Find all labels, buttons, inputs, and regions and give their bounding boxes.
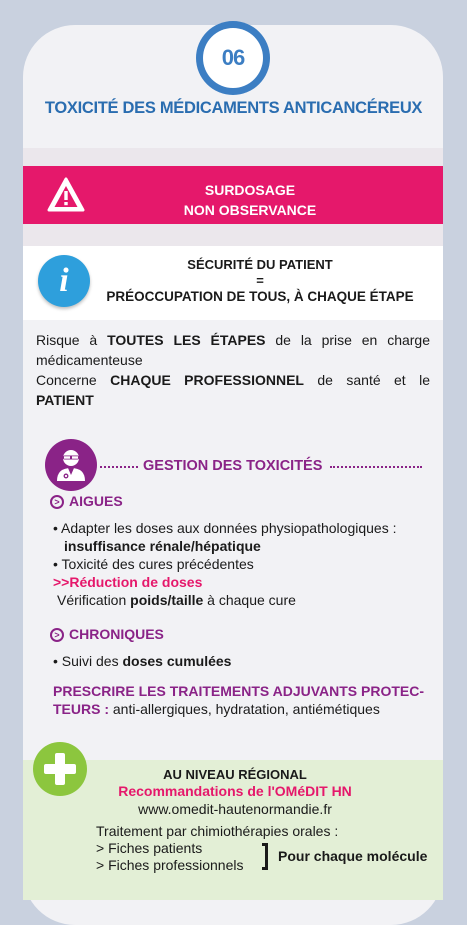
alert-text: [150, 180, 350, 220]
chevron-circle-icon: >: [50, 628, 64, 642]
plus-icon: [33, 742, 87, 796]
chevron-circle-icon: >: [50, 495, 64, 509]
info-line-1: SÉCURITÉ DU PATIENT: [187, 257, 333, 272]
alert-line-2: NON OBSERVANCE: [183, 202, 317, 218]
verification-text: [57, 591, 296, 609]
page-title: TOXICITÉ DES MÉDICAMENTS ANTICANCÉREUX: [44, 99, 423, 117]
info-line-2: =: [256, 273, 264, 288]
gestion-title: GESTION DES TOXICITÉS: [143, 458, 323, 474]
number-badge: [203, 28, 263, 88]
risk-line-1: [36, 330, 430, 370]
divider-band: [23, 224, 443, 246]
prescrire-line-1: PRESCRIRE LES TRAITEMENTS ADJUVANTS PROTEC-: [53, 683, 425, 699]
aigues-bullet-2: • Toxicité des cures précédentes: [53, 556, 254, 572]
info-icon: [38, 255, 90, 307]
risk-text: de santé et le: [303, 372, 430, 388]
chroniques-label: CHRONIQUES: [69, 626, 164, 642]
risk-emphasis: PATIENT: [36, 392, 94, 408]
warning-triangle-icon: [47, 176, 85, 214]
verif-bold: poids/taille: [130, 592, 204, 608]
chroniques-bullet-1: [53, 652, 231, 670]
pour-chaque-molecule: Pour chaque molécule: [278, 848, 428, 864]
regional-subtitle: Recommandations de l'OMéDIT HN: [118, 783, 352, 799]
fiche-professionnels: > Fiches professionnels: [96, 857, 244, 873]
alert-line-1: SURDOSAGE: [204, 182, 296, 198]
bracket: [262, 843, 268, 870]
info-icon-glyph: i: [59, 262, 69, 299]
doctor-icon: [45, 439, 97, 491]
fiche-patients: > Fiches patients: [96, 840, 203, 856]
badge-number: 06: [221, 45, 245, 70]
info-text: [95, 257, 425, 305]
verif-text: à chaque cure: [203, 592, 296, 608]
aigues-label: AIGUES: [69, 493, 123, 509]
prescrire-line-2: [53, 700, 431, 718]
dotted-divider: [330, 466, 422, 468]
plus-icon-graphic: [33, 742, 87, 796]
risk-emphasis: CHAQUE PROFESSIONNEL: [110, 372, 304, 388]
reduction-doses: >>Réduction de doses: [53, 574, 203, 590]
aigues-bullet-1: • Adapter les doses aux données physiopathologiques :: [53, 520, 397, 536]
risk-paragraph: [36, 330, 430, 410]
chroniques-bold: doses cumulées: [122, 653, 232, 669]
risk-emphasis: TOUTES LES ÉTAPES: [107, 332, 266, 348]
risk-text: Risque à: [36, 332, 108, 348]
risk-text: Concerne: [36, 372, 111, 388]
chroniques-text: • Suivi des: [53, 653, 123, 669]
prescrire-emphasis: TEURS :: [53, 701, 109, 717]
verif-text: Vérification: [57, 592, 131, 608]
aigues-bold: insuffisance rénale/hépatique: [64, 538, 261, 554]
regional-title: AU NIVEAU RÉGIONAL: [163, 767, 307, 782]
info-line-3: PRÉOCCUPATION DE TOUS, À CHAQUE ÉTAPE: [106, 289, 414, 304]
risk-line-2: [36, 370, 430, 410]
prescrire-detail: anti-allergiques, hydratation, antiémétiques: [109, 701, 380, 717]
divider-band: [23, 148, 443, 166]
regional-url[interactable]: www.omedit-hautenormandie.fr: [138, 801, 332, 817]
traitement-text: Traitement par chimiothérapies orales :: [96, 823, 339, 839]
prescrire-text: [53, 682, 431, 718]
doctor-icon-graphic: [45, 439, 97, 491]
dotted-divider: [100, 466, 138, 468]
risk-text: de la prise en charge médicamenteuse: [36, 332, 430, 368]
aigues-bullet-1-detail: [64, 537, 261, 555]
